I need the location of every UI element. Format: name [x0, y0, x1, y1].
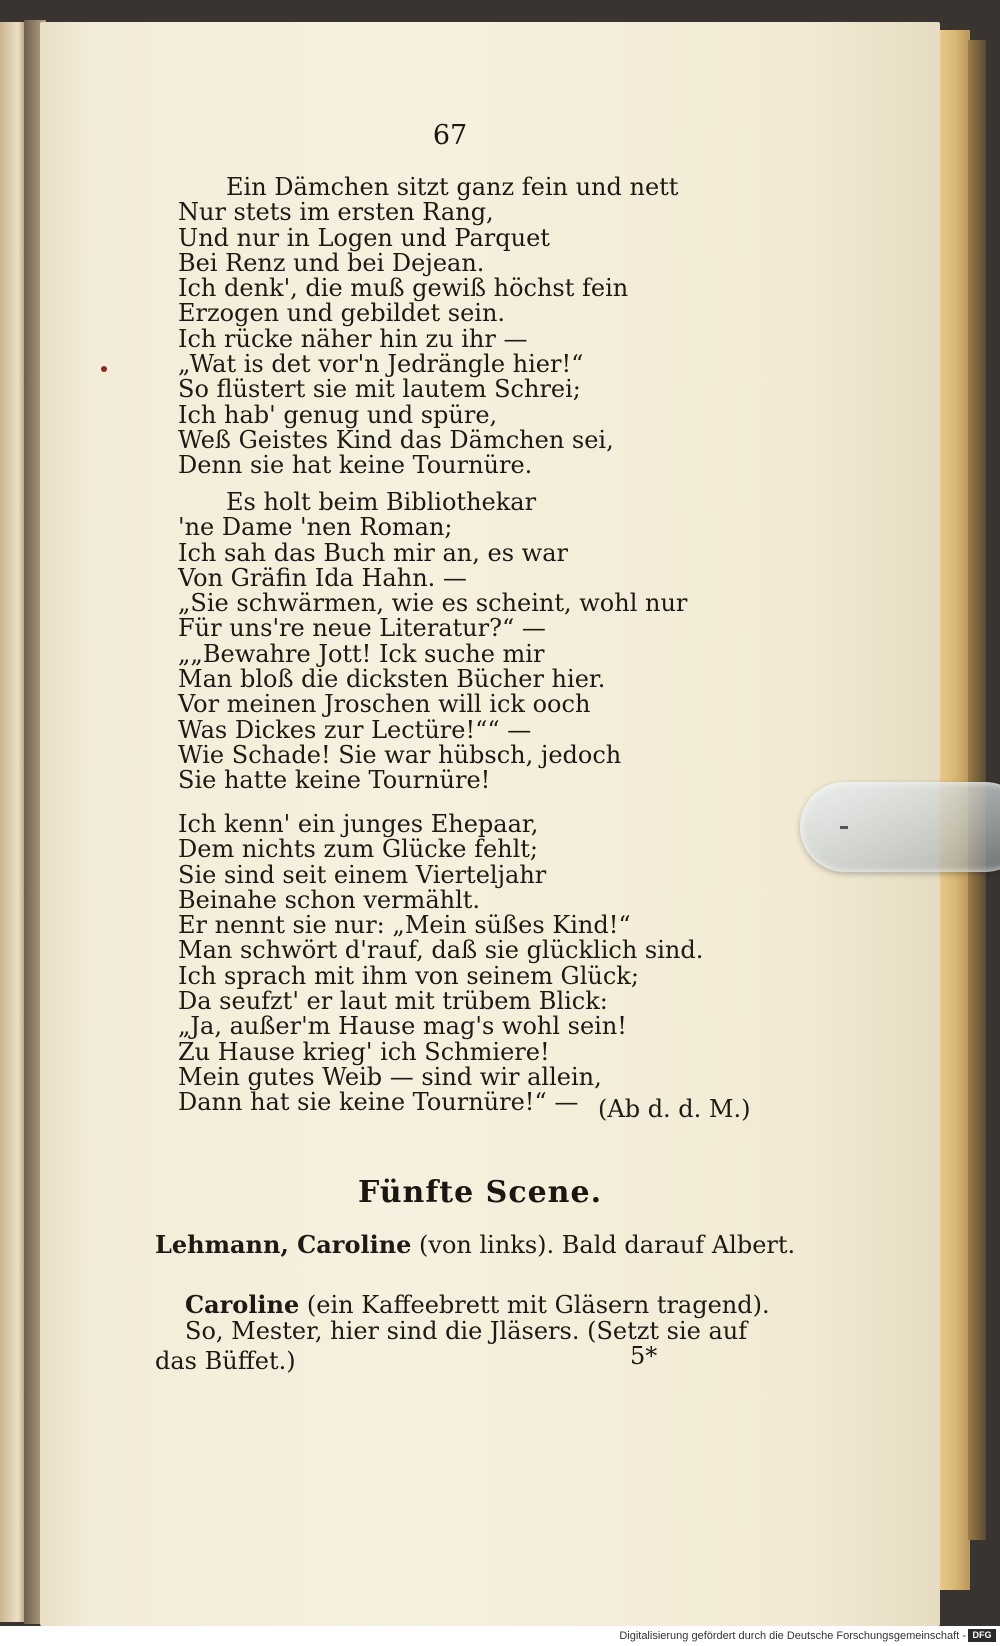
funding-credit: Digitalisierung gefördert durch die Deutsche Forschungsgemeinschaft - — [619, 1630, 966, 1642]
verse-line: Mein gutes Weib — sind wir allein, — [178, 1062, 602, 1091]
cast-names: Lehmann, Caroline — [155, 1230, 412, 1259]
facing-page-edge — [0, 22, 26, 1622]
verse-line: Ich hab' genug und spüre, — [178, 400, 498, 429]
clip-mark — [840, 826, 848, 829]
verse-line: Bei Renz und bei Dejean. — [178, 248, 485, 277]
verse-line: Ein Dämchen sitzt ganz fein und nett — [226, 173, 679, 201]
verse-line: Nur stets im ersten Rang, — [178, 198, 494, 227]
verse-line: Ich rücke näher hin zu ihr — — [178, 324, 528, 353]
ink-spot — [101, 366, 107, 372]
stanza-3 — [178, 812, 738, 1116]
verse-line: Für uns're neue Literatur?“ — — [178, 614, 546, 643]
verse-line: Sie sind seit einem Vierteljahr — [178, 860, 547, 889]
verse-line: Man schwört d'rauf, daß sie glücklich sind. — [178, 936, 704, 965]
printer-signature: 5* — [630, 1342, 658, 1370]
direction-text: (ein Kaffeebrett mit Gläsern tragend). — [299, 1291, 770, 1319]
verse-line: „Sie schwärmen, wie es scheint, wohl nur — [178, 589, 688, 618]
stanza-2 — [178, 490, 738, 794]
verse-line: Sie hatte keine Tournüre! — [178, 766, 491, 795]
author-signoff: (Ab d. d. M.) — [598, 1095, 751, 1123]
verse-line: „Wat is det vor'n Jedrängle hier!“ — [178, 350, 584, 379]
verse-line: Wie Schade! Sie war hübsch, jedoch — [178, 740, 622, 769]
verse-line: Von Gräfin Ida Hahn. — — [178, 563, 467, 592]
verse-line: Was Dickes zur Lectüre!““ — — [178, 715, 532, 744]
verse-line: Erzogen und gebildet sein. — [178, 299, 506, 328]
verse-line: Ich sprach mit ihm von seinem Glück; — [178, 961, 639, 990]
verse-line: Zu Hause krieg' ich Schmiere! — [178, 1037, 550, 1066]
cast-rest: (von links). Bald darauf Albert. — [411, 1231, 796, 1259]
verse-line: „„Bewahre Jott! Ick suche mir — [178, 639, 545, 668]
verse-line: Denn sie hat keine Tournüre. — [178, 451, 533, 480]
verse-line: Er nennt sie nur: „Mein süßes Kind!“ — [178, 911, 631, 940]
stanza-1 — [178, 175, 738, 479]
verse-line: Da seufzt' er laut mit trübem Blick: — [178, 987, 608, 1016]
verse-line: Es holt beim Bibliothekar — [226, 488, 537, 516]
verse-line: Vor meinen Jroschen will ick ooch — [178, 690, 591, 719]
dfg-logo: DFG — [968, 1629, 996, 1642]
verse-line: So flüstert sie mit lautem Schrei; — [178, 375, 581, 404]
verse-line: Weß Geistes Kind das Dämchen sei, — [178, 425, 614, 454]
verse-line: Dann hat sie keine Tournüre!“ — — [178, 1088, 579, 1117]
verse-line: Beinahe schon vermählt. — [178, 885, 481, 914]
verse-line: Ich kenn' ein junges Ehepaar, — [178, 810, 539, 838]
verse-line: Ich sah das Buch mir an, es war — [178, 538, 568, 567]
page-number: 67 — [432, 120, 468, 151]
page-holder-clip — [800, 782, 1000, 872]
stage-direction — [185, 1290, 770, 1319]
scene-heading: Fünfte Scene. — [357, 1175, 603, 1210]
verse-line: „Ja, außer'm Hause mag's wohl sein! — [178, 1012, 627, 1041]
verse-line: 'ne Dame 'nen Roman; — [178, 513, 453, 542]
verse-line: Ich denk', die muß gewiß höchst fein — [178, 274, 629, 303]
verse-line: Man bloß die dicksten Bücher hier. — [178, 665, 606, 694]
verse-line: Dem nichts zum Glücke fehlt; — [178, 835, 539, 864]
verse-line: Und nur in Logen und Parquet — [178, 223, 550, 252]
dialogue-line: So, Mester, hier sind die Jläsers. (Setzt sie auf das Büffet.) — [155, 1317, 748, 1375]
cast-list — [155, 1230, 795, 1259]
speaker-name: Caroline — [185, 1290, 300, 1319]
